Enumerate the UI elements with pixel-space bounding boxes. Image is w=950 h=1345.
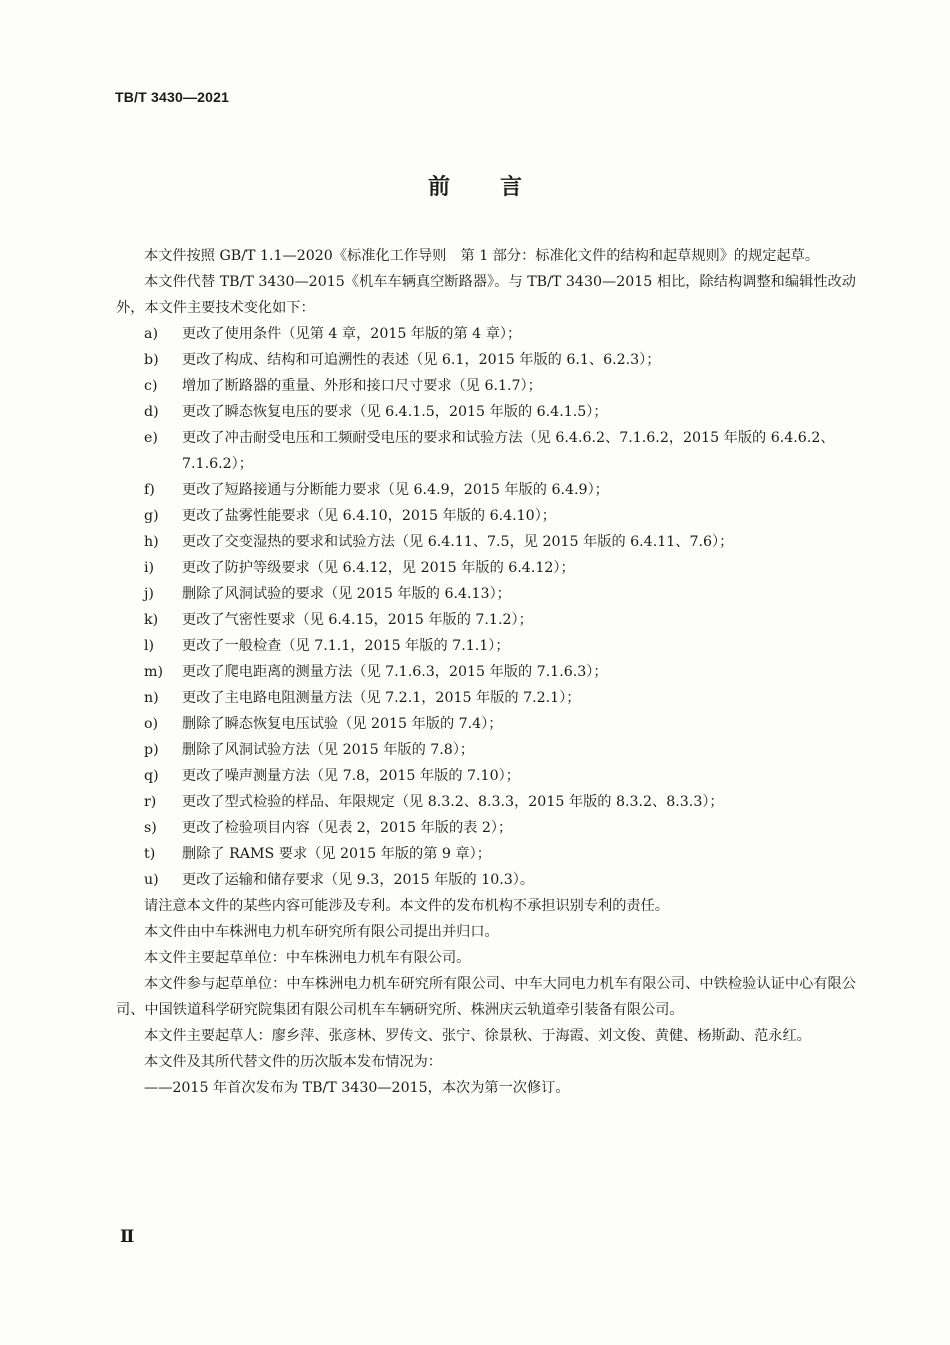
list-item-text: 增加了断路器的重量、外形和接口尺寸要求（见 6.1.7）；: [182, 378, 542, 394]
list-item-label: a): [144, 326, 158, 342]
list-item-text: 更改了盐雾性能要求（见 6.4.10，2015 年版的 6.4.10）；: [182, 508, 556, 524]
list-item: [116, 399, 856, 425]
list-item-text: 更改了型式检验的样品、年限规定（见 8.3.2、8.3.3，2015 年版的 8.3.2、8.3.3）；: [182, 794, 724, 810]
intro-paragraph: 本文件代替 TB/T 3430—2015《机车车辆真空断路器》。与 TB/T 3430—2015 相比，除结构调整和编辑性改动外，本文件主要技术变化如下：: [116, 274, 856, 316]
list-item-text: 更改了检验项目内容（见表 2，2015 年版的表 2）；: [182, 820, 513, 836]
list-item-label: h): [144, 534, 159, 550]
list-item: [116, 841, 856, 867]
list-item-label: l): [144, 638, 155, 654]
history-entry: ——2015 年首次发布为 TB/T 3430—2015，本次为第一次修订。: [144, 1080, 570, 1096]
list-item: [116, 711, 856, 737]
list-item-label: f): [144, 482, 155, 498]
patent-notice: 请注意本文件的某些内容可能涉及专利。本文件的发布机构不承担识别专利的责任。: [144, 898, 669, 914]
list-item-label: c): [144, 378, 158, 394]
list-item-label: u): [144, 872, 159, 888]
list-item-text: 删除了瞬态恢复电压试验（见 2015 年版的 7.4）；: [182, 716, 503, 732]
list-item: [116, 347, 856, 373]
list-item-text: 更改了防护等级要求（见 6.4.12，见 2015 年版的 6.4.12）；: [182, 560, 575, 576]
list-item-text: 更改了主电路电阻测量方法（见 7.2.1，2015 年版的 7.2.1）；: [182, 690, 581, 706]
list-item-label: n): [144, 690, 159, 706]
list-item-text: 删除了 RAMS 要求（见 2015 年版的第 9 章）；: [182, 846, 491, 862]
list-item: [116, 425, 856, 477]
list-item-text: 删除了风洞试验方法（见 2015 年版的 7.8）；: [182, 742, 475, 758]
list-item: [116, 321, 856, 347]
list-item-text: 更改了气密性要求（见 6.4.15，2015 年版的 7.1.2）；: [182, 612, 533, 628]
foreword-body: [116, 243, 856, 1101]
list-item-text: 更改了构成、结构和可追溯性的表述（见 6.1，2015 年版的 6.1、6.2.3）；: [182, 352, 661, 368]
list-item-text: 更改了一般检查（见 7.1.1，2015 年版的 7.1.1）；: [182, 638, 510, 654]
list-item: [116, 555, 856, 581]
list-item-label: j): [144, 586, 154, 602]
title-part-1: 前: [427, 175, 450, 200]
list-item-label: m): [144, 664, 163, 680]
list-item-label: q): [144, 768, 159, 784]
list-item-text: 删除了风洞试验的要求（见 2015 年版的 6.4.13）；: [182, 586, 511, 602]
list-item-text: 更改了交变湿热的要求和试验方法（见 6.4.11、7.5，见 2015 年版的 6.4.11、7.6）；: [182, 534, 734, 550]
list-item-text: 更改了瞬态恢复电压的要求（见 6.4.1.5，2015 年版的 6.4.1.5）；: [182, 404, 608, 420]
list-item-text: 更改了冲击耐受电压和工频耐受电压的要求和试验方法（见 6.4.6.2、7.1.6.2，2015 年版的 6.4.6.2、7.1.6.2）；: [182, 430, 835, 472]
list-item-label: i): [144, 560, 155, 576]
list-item-label: r): [144, 794, 157, 810]
list-item: [116, 867, 856, 893]
history-intro: 本文件及其所代替文件的历次版本发布情况为：: [144, 1054, 442, 1070]
list-item: [116, 659, 856, 685]
participating-units: 本文件参与起草单位：中车株洲电力机车研究所有限公司、中车大同电力机车有限公司、中铁检验认证中心有限公司、中国铁道科学研究院集团有限公司机车车辆研究所、株洲庆云轨道牵引装备有限公司。: [116, 976, 856, 1018]
standard-number: TB/T 3430—2021: [115, 89, 230, 105]
drafters-paragraph: 本文件主要起草人：廖乡萍、张彦林、罗传文、张宁、徐景秋、于海霞、刘文俊、黄健、杨斯勐、范永红。: [144, 1028, 811, 1044]
title-part-2: 言: [500, 175, 523, 200]
list-item-label: k): [144, 612, 159, 628]
page-number: Ⅱ: [120, 1227, 135, 1247]
list-item-text: 更改了爬电距离的测量方法（见 7.1.6.3，2015 年版的 7.1.6.3）；: [182, 664, 608, 680]
list-item-label: o): [144, 716, 159, 732]
list-item: [116, 737, 856, 763]
list-item: [116, 633, 856, 659]
list-item-label: e): [144, 430, 158, 446]
list-item-label: d): [144, 404, 159, 420]
list-item: [116, 789, 856, 815]
list-item-label: b): [144, 352, 159, 368]
list-item: [116, 503, 856, 529]
list-item: [116, 477, 856, 503]
intro-paragraph: 本文件按照 GB/T 1.1—2020《标准化工作导则 第 1 部分：标准化文件的结构和起草规则》的规定起草。: [144, 248, 820, 264]
main-drafting-unit: 本文件主要起草单位：中车株洲电力机车有限公司。: [144, 950, 471, 966]
list-item-label: g): [144, 508, 159, 524]
change-list: [116, 321, 856, 893]
list-item: [116, 581, 856, 607]
proposer-paragraph: 本文件由中车株洲电力机车研究所有限公司提出并归口。: [144, 924, 499, 940]
list-item: [116, 815, 856, 841]
list-item-label: t): [144, 846, 156, 862]
list-item-label: p): [144, 742, 159, 758]
list-item-text: 更改了使用条件（见第 4 章，2015 年版的第 4 章）；: [182, 326, 522, 342]
list-item-label: s): [144, 820, 157, 836]
list-item-text: 更改了运输和储存要求（见 9.3，2015 年版的 10.3）。: [182, 872, 535, 888]
list-item: [116, 685, 856, 711]
page-title: [0, 170, 950, 201]
list-item: [116, 373, 856, 399]
list-item: [116, 607, 856, 633]
list-item-text: 更改了噪声测量方法（见 7.8，2015 年版的 7.10）；: [182, 768, 520, 784]
list-item: [116, 763, 856, 789]
list-item-text: 更改了短路接通与分断能力要求（见 6.4.9，2015 年版的 6.4.9）；: [182, 482, 609, 498]
list-item: [116, 529, 856, 555]
